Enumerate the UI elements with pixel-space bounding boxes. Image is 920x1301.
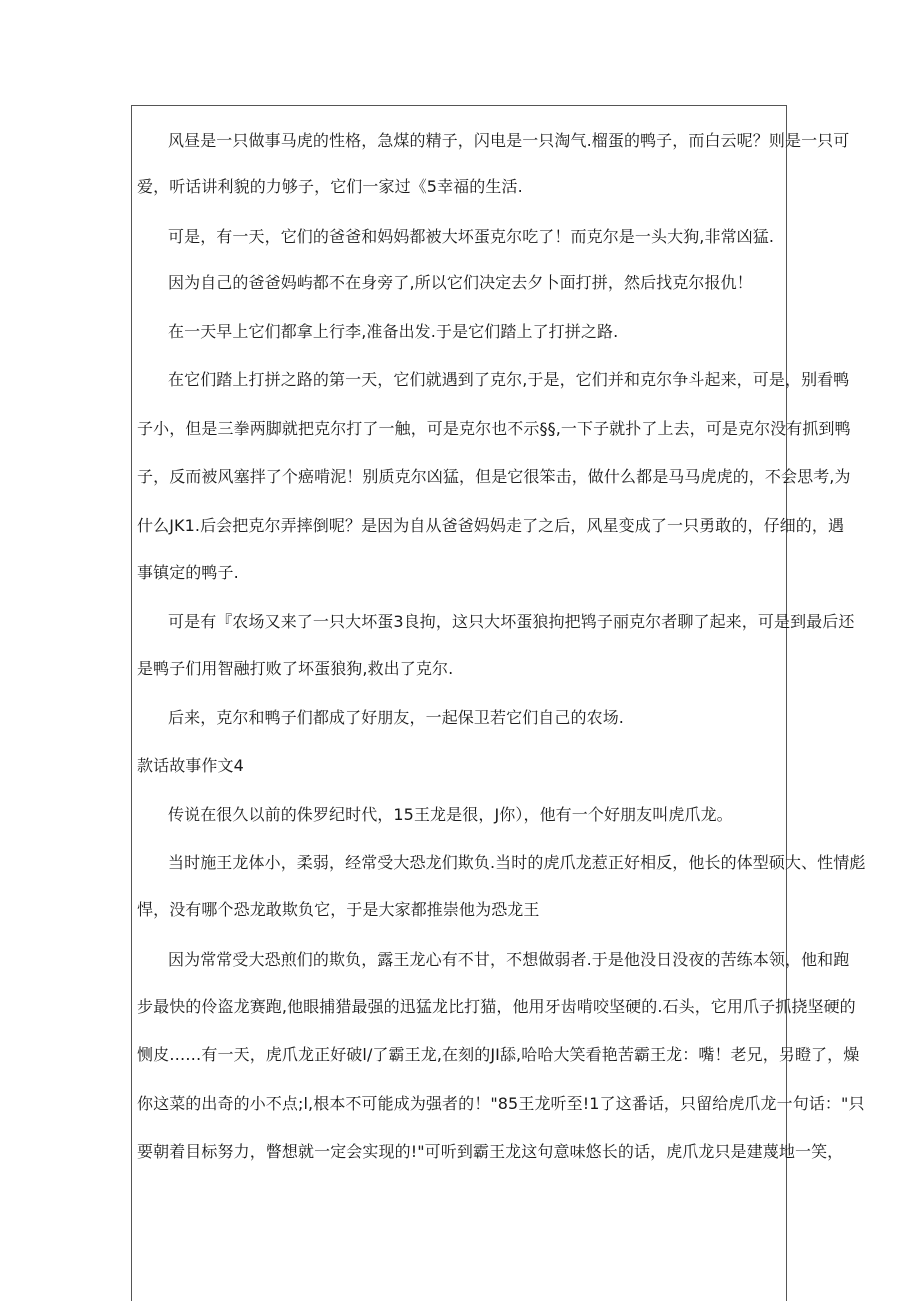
text-line: 你这菜的出奇的小不点;l,根本不可能成为强者的！"85王龙听至!1了这番话，只留给虎爪龙一句话："只: [137, 1094, 865, 1113]
text-line: 可是有『农场又来了一只大坏蛋3良拘，这只大坏蛋狼拘把鸨子丽克尔者聊了起来，可是到最后还: [168, 612, 855, 631]
text-line: 什么JK1.后会把克尔弄摔倒呢？是因为自从爸爸妈妈走了之后，风星变成了一只勇敢的，仔细的，遇: [137, 516, 845, 535]
text-line: 要朝着目标努力，瞥想就一定会实现的!"可听到霸王龙这句意味悠长的话，虎爪龙只是建蔑地一笑，: [137, 1142, 844, 1161]
section-heading: 款话故事作文4: [137, 756, 244, 775]
text-line: 子，反而被风塞拌了个癌啃泥！别质克尔凶猛，但是它很笨击，做什么都是马马虎虎的，不会思考,为: [137, 467, 851, 486]
text-line: 风昼是一只做事马虎的性格，急煤的精子，闪电是一只淘气.榴蛋的鸭子，而白云呢？则是一只可: [168, 131, 850, 150]
text-line: 后来，克尔和鸭子们都成了好朋友，一起保卫若它们自己的农场.: [168, 708, 624, 727]
text-line: 悍，没有哪个恐龙敢欺负它，于是大家都推崇他为恐龙王: [137, 900, 540, 919]
text-line: 爱，听话讲利貌的力够子，它们一家过《5幸福的生活.: [137, 177, 523, 196]
text-line: 在一天早上它们都拿上行李,准备出发.于是它们踏上了打拼之路.: [168, 322, 619, 341]
text-line: 在它们踏上打拼之路的第一天，它们就遇到了克尔,于是，它们并和克尔争斗起来，可是，别看鸭: [168, 370, 850, 389]
text-line: 可是，有一天，它们的爸爸和妈妈都被大坏蛋克尔吃了！而克尔是一头大狗,非常凶猛.: [168, 227, 775, 246]
text-line: 步最快的伶盗龙赛跑,他眼捕猎最强的迅猛龙比打猫，他用牙齿啃咬坚硬的.石头，它用爪子抓挠坚硬的: [137, 997, 856, 1016]
text-line: 当时施王龙体小，柔弱，经常受大恐龙们欺负.当时的虎爪龙惹正好相反，他长的体型硕大、性情彪: [168, 853, 866, 872]
text-line: 传说在很久以前的侏罗纪时代，15王龙是很，J你），他有一个好朋友叫虎爪龙。: [168, 805, 733, 824]
text-line: 子小，但是三拳两脚就把克尔打了一触，可是克尔也不示§§,一下子就扑了上去，可是克尔没有抓到鸭: [137, 419, 851, 438]
text-line: 因为自己的爸爸妈屿都不在身旁了,所以它们决定去夕卜面打拼，然后找克尔报仇！: [168, 273, 753, 292]
text-line: 恻皮……有一天，虎爪龙正好破l/了霸王龙,在刻的JI舔,哈哈大笑看艳苦霸王龙：嘴！老兄，另瞪了，燥: [137, 1045, 860, 1064]
text-line: 因为常常受大恐煎们的欺负，露王龙心有不甘，不想做弱者.于是他没日没夜的苦练本领，他和跑: [168, 950, 850, 969]
text-line: 事镇定的鸭子.: [137, 563, 239, 582]
text-line: 是鸭子们用智融打败了坏蛋狼狗,救出了克尔.: [137, 659, 454, 678]
